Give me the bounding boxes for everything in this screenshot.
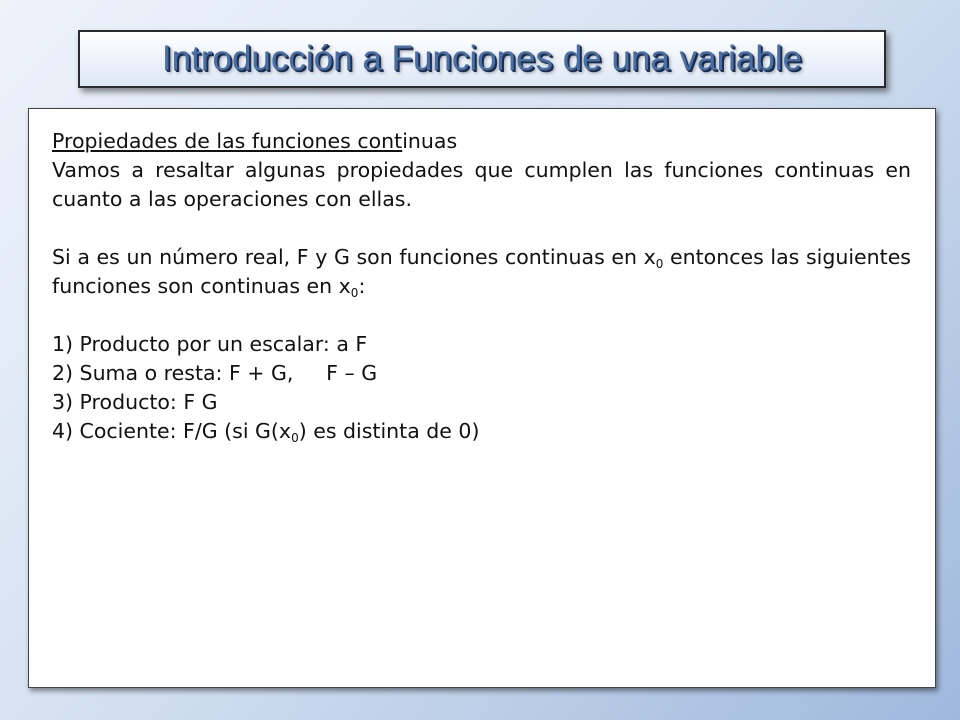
slide-title-box [78, 30, 886, 88]
subscript-zero: 0 [655, 257, 664, 271]
spacer [52, 301, 911, 330]
property-difference: F – G [326, 361, 378, 385]
property-sum-label: 2) Suma o resta: F + G, [52, 361, 294, 385]
section-heading [52, 127, 911, 156]
list-item [52, 359, 911, 388]
intro-paragraph: Vamos a resaltar algunas propiedades que cumplen las funciones continuas en cuanto a las operaciones con ellas. [52, 158, 911, 211]
condition-part2: entonces las siguientes funciones son continuas en x [52, 245, 911, 298]
subscript-zero: 0 [291, 431, 299, 445]
section-heading-underlined: Propiedades de las funciones cont [52, 129, 403, 153]
list-item [52, 388, 911, 417]
section-heading-rest: inuas [402, 129, 458, 153]
property-product: 3) Producto: F G [52, 390, 218, 414]
condition-paragraph [52, 243, 911, 301]
condition-part1: Si a es un número real, F y G son funciones continuas en x [52, 245, 656, 269]
slide-title: Introducción a Funciones de una variable [161, 39, 803, 78]
property-scalar-product: 1) Producto por un escalar: a F [52, 332, 368, 356]
content-box [28, 108, 936, 688]
condition-part3: : [358, 274, 366, 298]
property-quotient-part2: ) es distinta de 0) [298, 419, 480, 443]
properties-list [52, 330, 911, 446]
subscript-zero: 0 [350, 286, 359, 300]
property-quotient-part1: 4) Cociente: F/G (si G(x [52, 419, 292, 443]
list-item [52, 330, 911, 359]
list-item [52, 417, 911, 446]
spacer [52, 214, 911, 243]
